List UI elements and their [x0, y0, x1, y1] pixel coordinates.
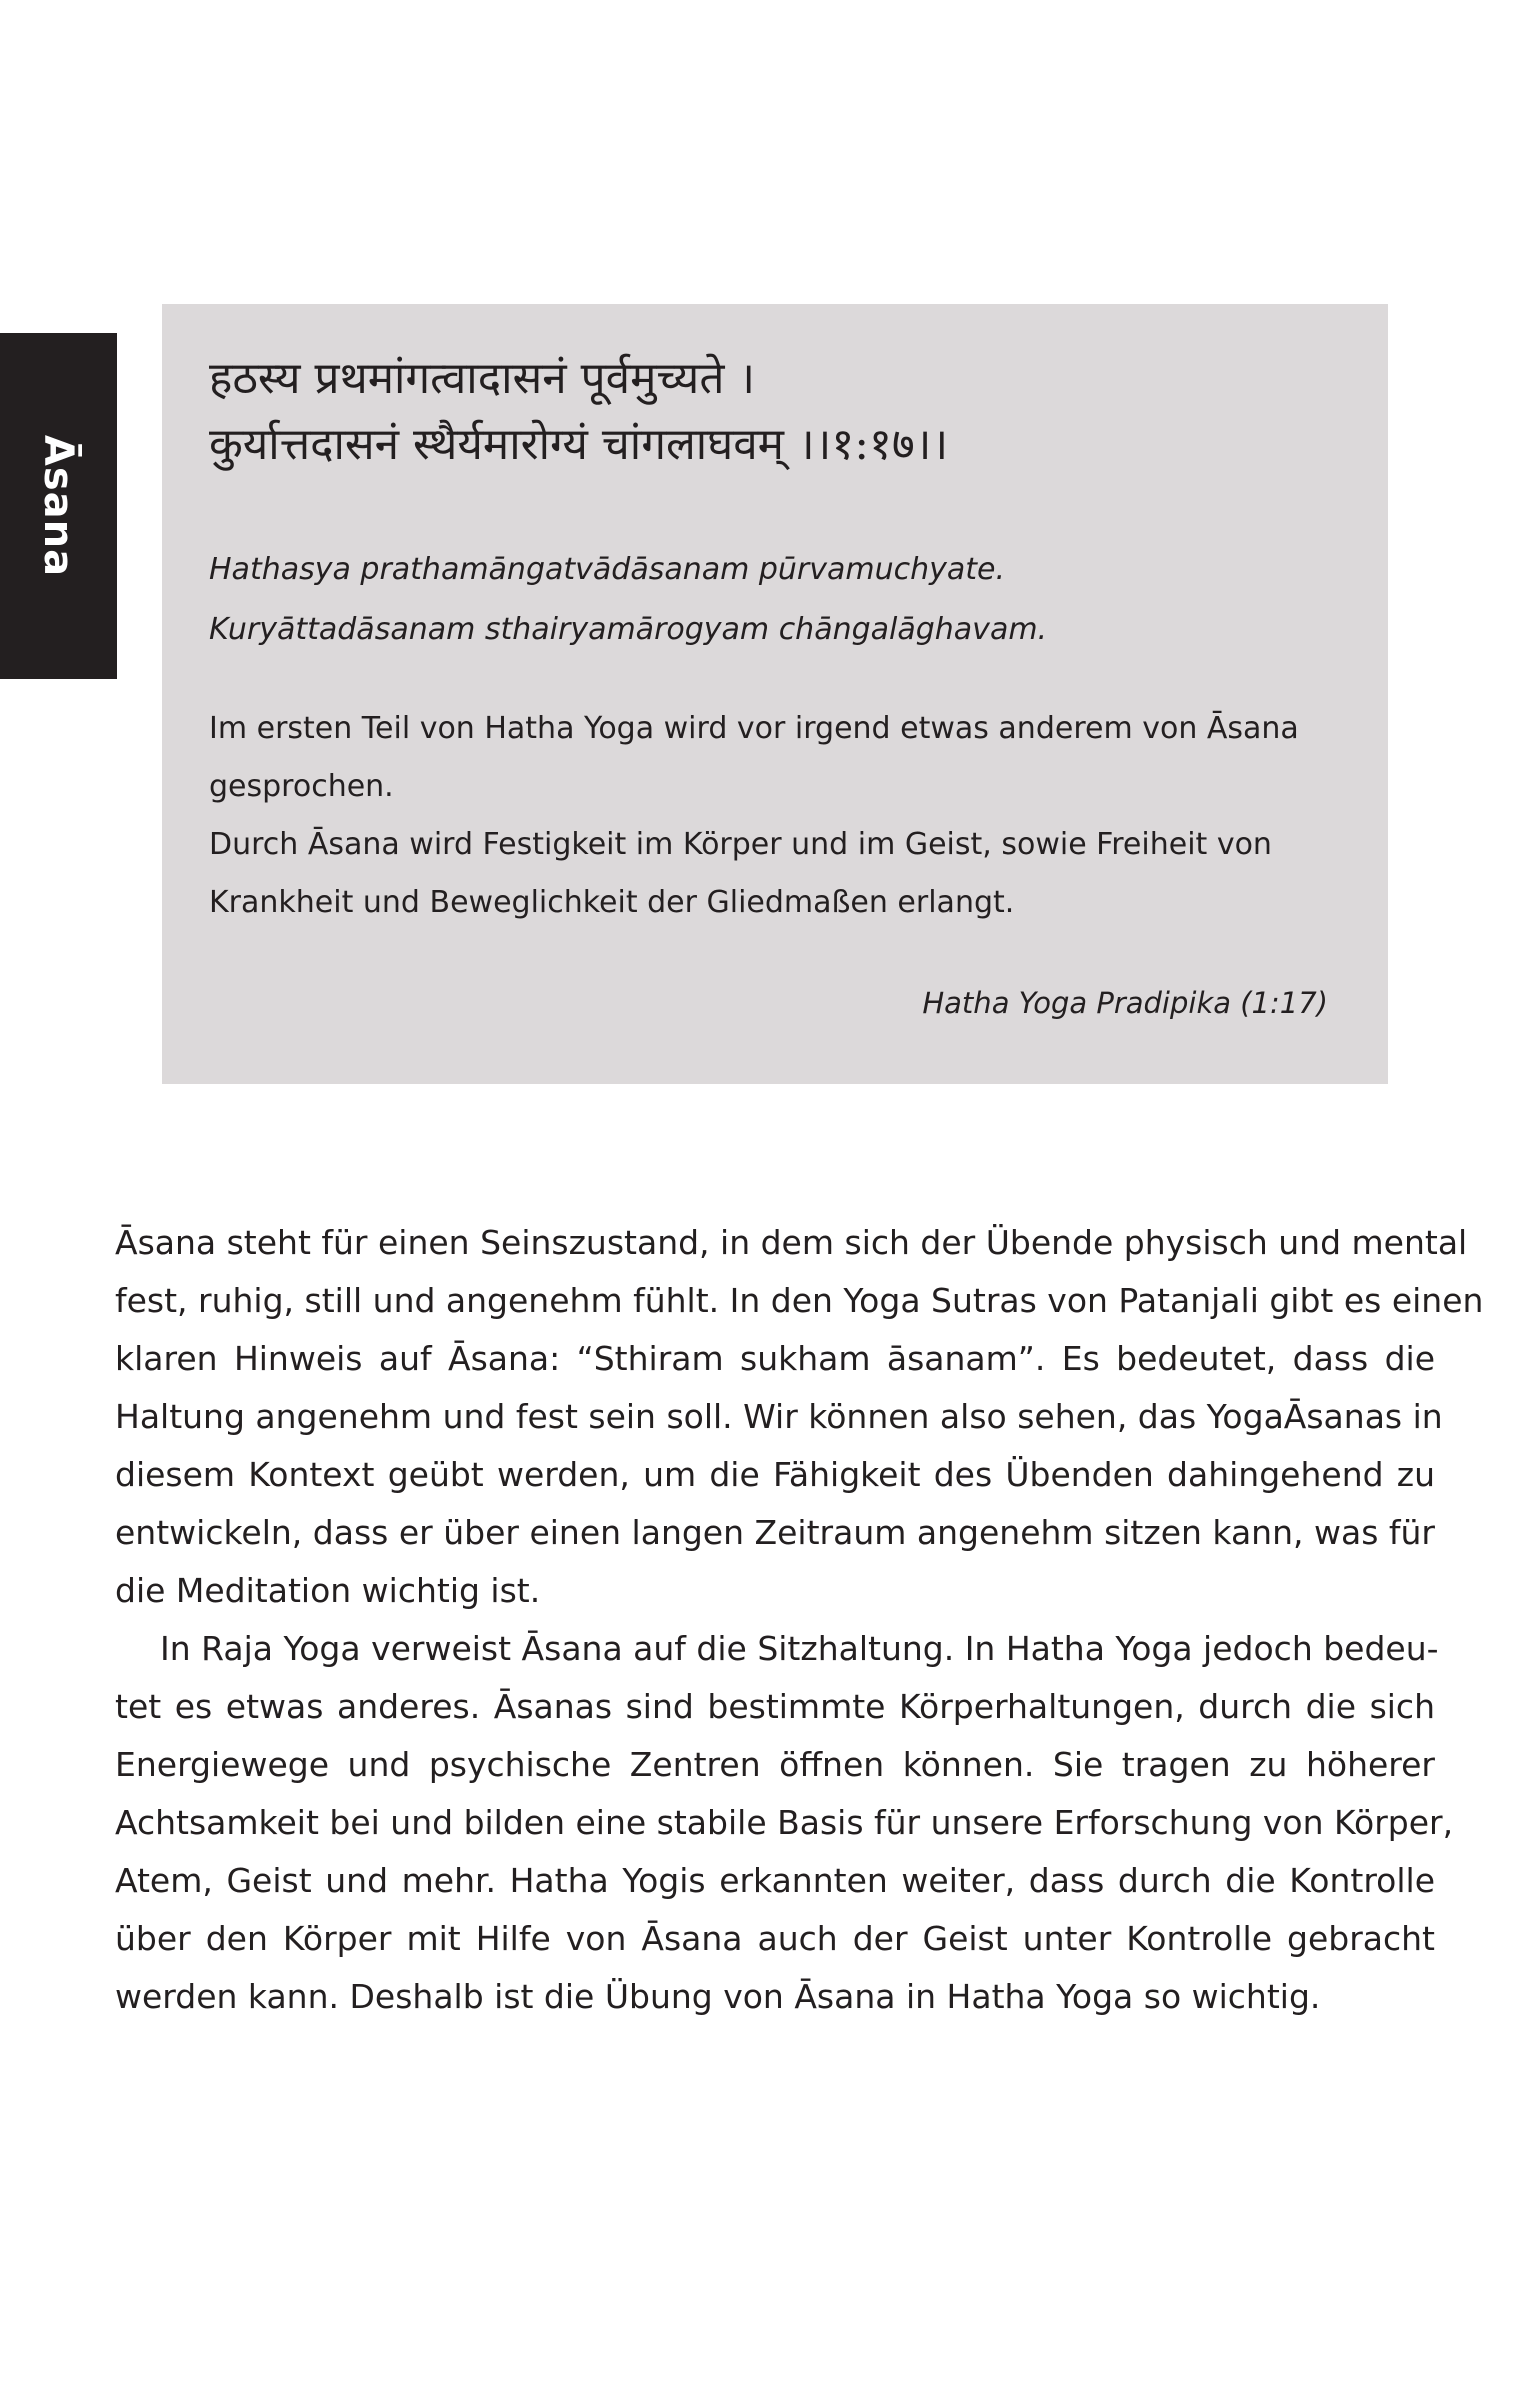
text-line: fest, ruhig, still und angenehm fühlt. In den Yoga Sutras von Patanjali gibt es einen [115, 1281, 1484, 1320]
transliteration [209, 540, 1338, 660]
sanskrit-line: कुर्यात्तदासनं स्थैर्यमारोग्यं चांगलाघवम् ।।१:१७।। [209, 419, 949, 470]
text-line: Achtsamkeit bei und bilden eine stabile Basis für unsere Erforschung von Körper, [115, 1803, 1454, 1842]
transliteration-line: Kuryāttadāsanam sthairyamārogyam chāngalāghavam. [209, 612, 1048, 647]
sanskrit-line: हठस्य प्रथमांगत्वादासनं पूर्वमुच्यते । [209, 353, 756, 404]
section-tab [0, 333, 117, 679]
translation-line: Durch Āsana wird Festigkeit im Körper und im Geist, sowie Freiheit von [209, 827, 1272, 862]
paragraph-2 [115, 1620, 1454, 2026]
text-line: entwickeln, dass er über einen langen Zeitraum angenehm sitzen kann, was für [115, 1513, 1435, 1552]
translation-line: Krankheit und Beweglichkeit der Gliedmaßen erlangt. [209, 885, 1015, 920]
quote-box [162, 304, 1388, 1084]
translation-line: Im ersten Teil von Hatha Yoga wird vor irgend etwas anderem von Āsana [209, 711, 1299, 746]
text-line: tet es etwas anderes. Āsanas sind bestimmte Körperhaltungen, durch die sich [115, 1687, 1435, 1726]
transliteration-line: Hathasya prathamāngatvādāsanam pūrvamuchyate. [209, 552, 1006, 587]
text-line: Haltung angenehm und fest sein soll. Wir können also sehen, das YogaĀsanas in [115, 1397, 1443, 1436]
text-line: Āsana steht für einen Seinszustand, in dem sich der Übende physisch und mental [115, 1223, 1468, 1262]
translation [209, 700, 1338, 932]
text-line: klaren Hinweis auf Āsana: “Sthiram sukham āsanam”. Es bedeutet, dass die [115, 1339, 1435, 1378]
text-line: Energiewege und psychische Zentren öffnen können. Sie tragen zu höherer [115, 1745, 1435, 1784]
body-text [115, 1214, 1484, 2026]
text-line: diesem Kontext geübt werden, um die Fähigkeit des Übenden dahingehend zu [115, 1455, 1435, 1494]
section-tab-label: Āsana [35, 434, 81, 578]
text-line: werden kann. Deshalb ist die Übung von Āsana in Hatha Yoga so wichtig. [115, 1977, 1321, 2016]
text-line: Atem, Geist und mehr. Hatha Yogis erkannten weiter, dass durch die Kontrolle [115, 1861, 1435, 1900]
paragraph-1 [115, 1214, 1484, 1620]
quote-source: Hatha Yoga Pradipika (1:17) [922, 986, 1328, 1020]
text-line: die Meditation wichtig ist. [115, 1571, 541, 1610]
sanskrit-verse [209, 346, 1338, 478]
translation-line: gesprochen. [209, 769, 394, 804]
text-line: über den Körper mit Hilfe von Āsana auch der Geist unter Kontrolle gebracht [115, 1919, 1435, 1958]
text-line: In Raja Yoga verweist Āsana auf die Sitzhaltung. In Hatha Yoga jedoch bedeu- [160, 1629, 1439, 1668]
